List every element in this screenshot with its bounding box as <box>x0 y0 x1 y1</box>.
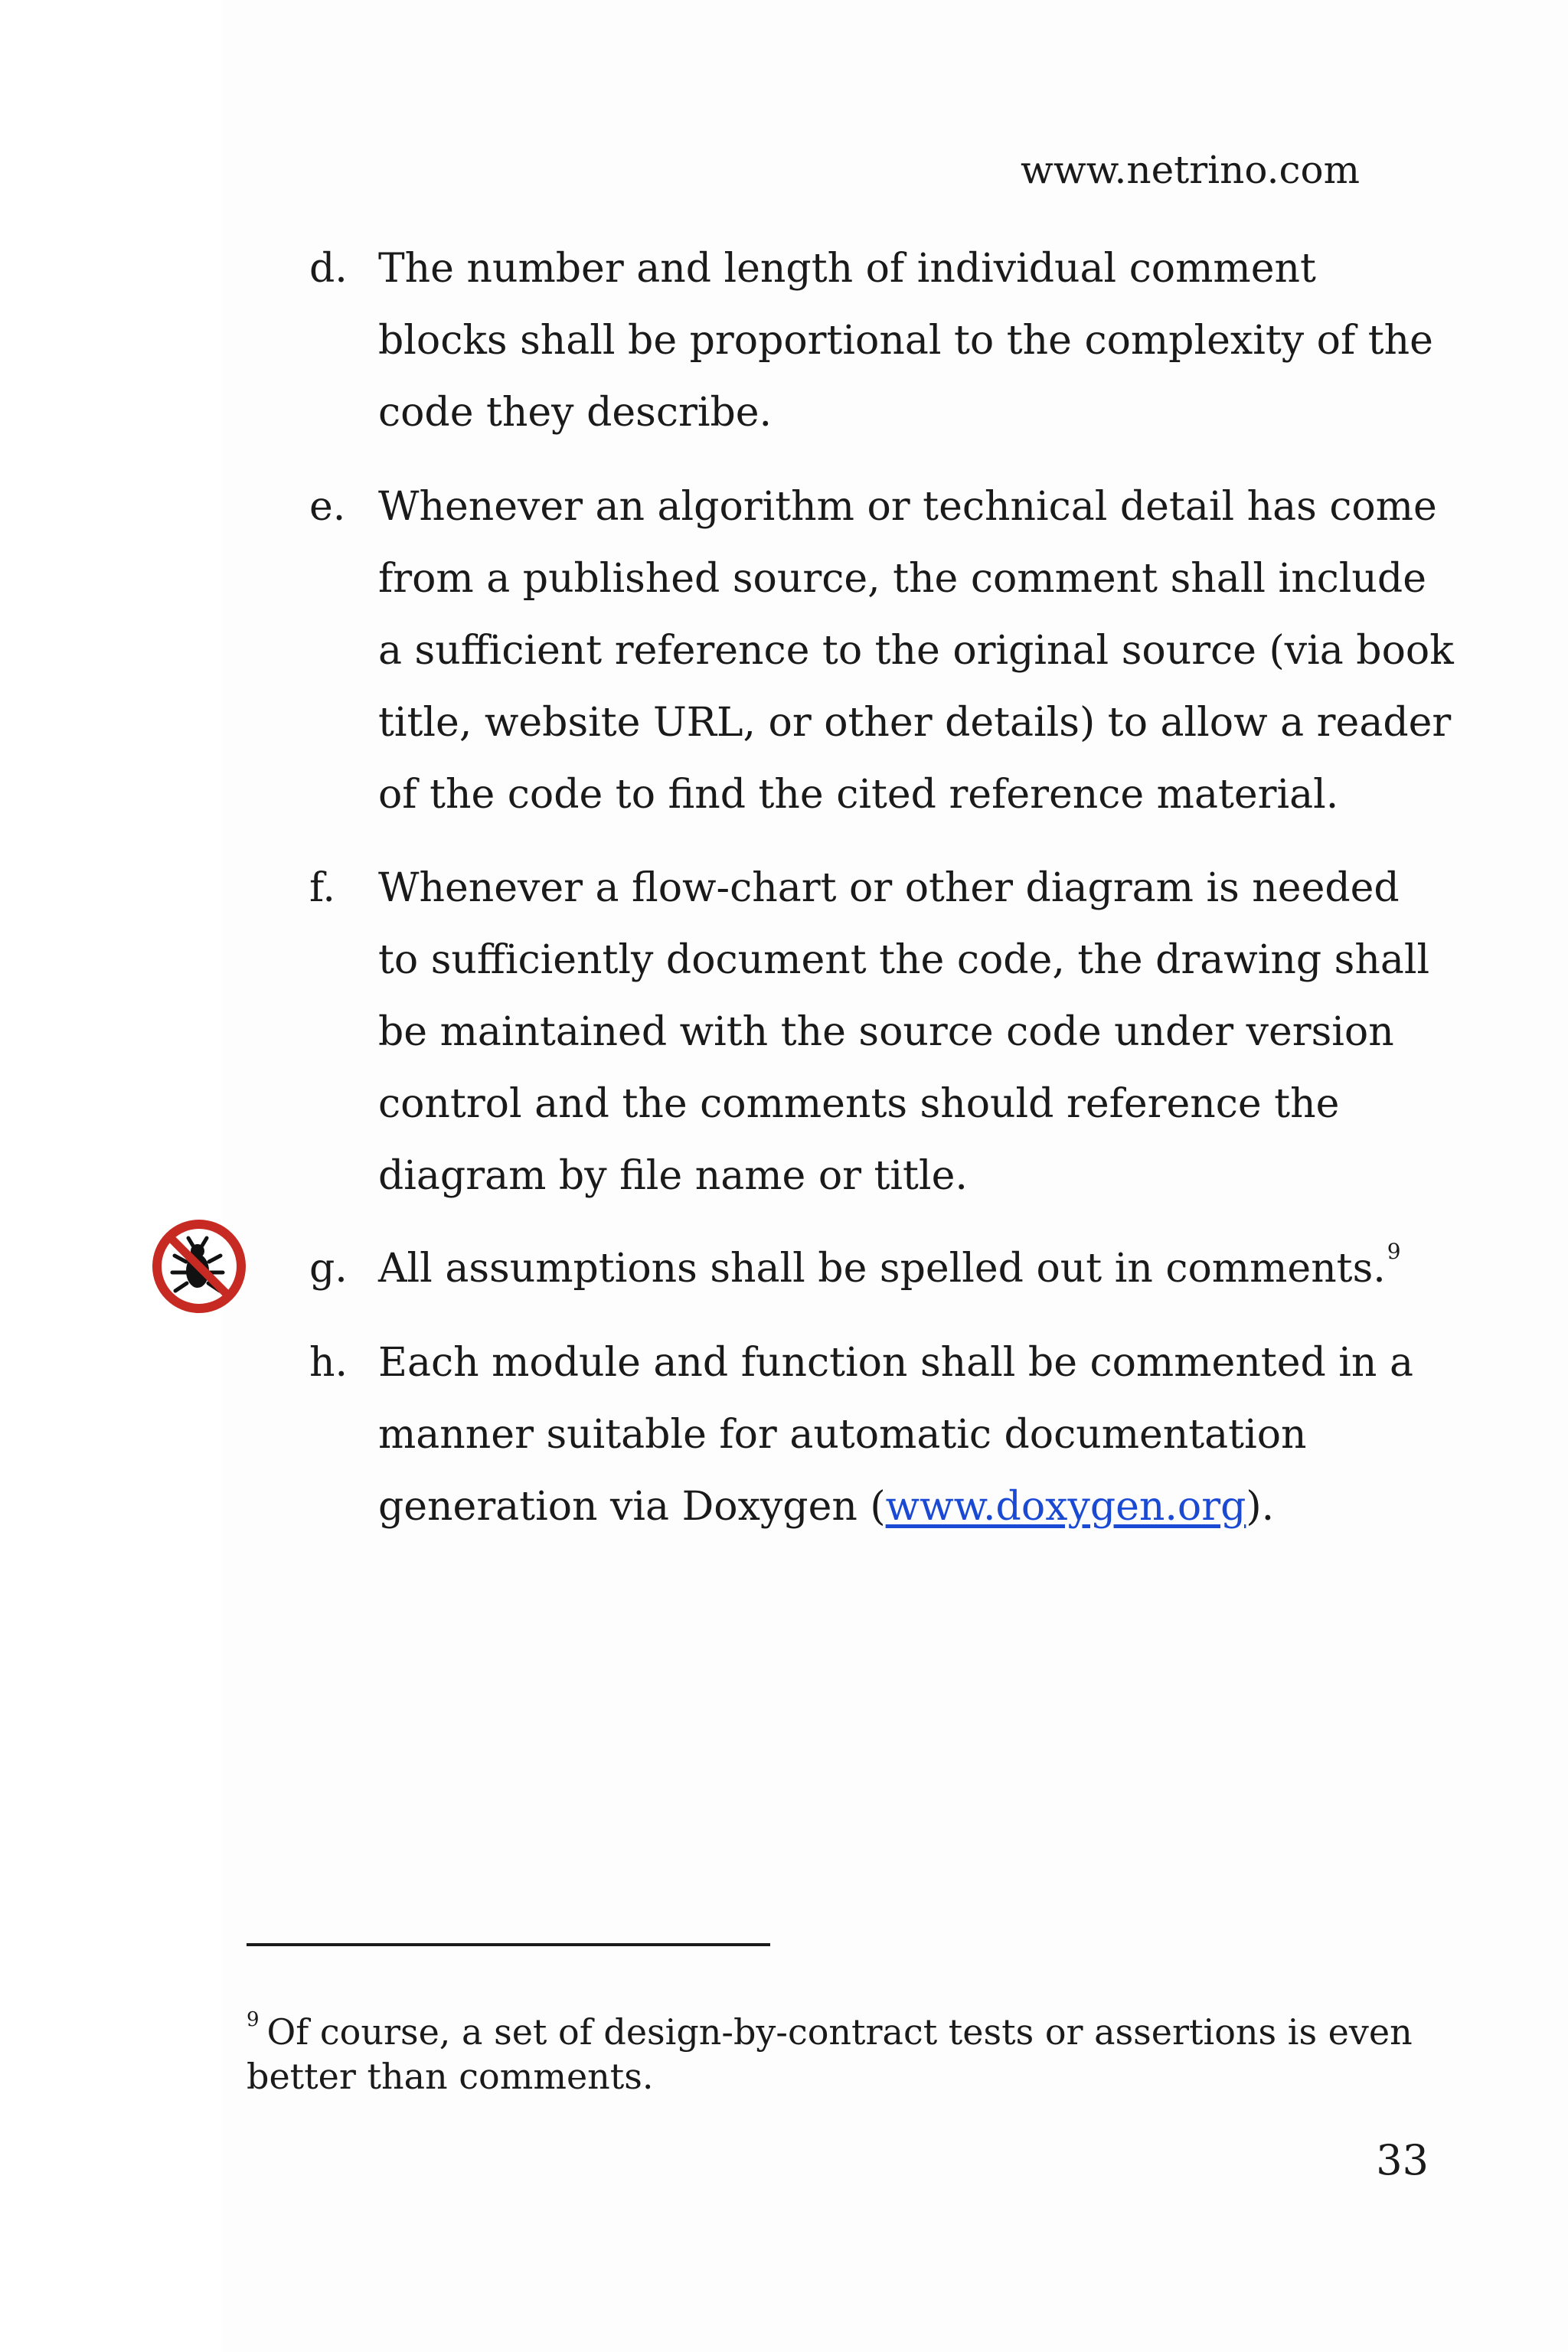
list-item-text <box>378 1233 1435 1305</box>
list-marker: d. <box>309 246 348 292</box>
text-line: from a published source, the comment shall include <box>378 556 1426 602</box>
list-marker: g. <box>309 1246 348 1292</box>
text-line: Whenever an algorithm or technical detail has come <box>378 484 1437 530</box>
footnote-divider <box>247 1943 770 1946</box>
doxygen-prefix: generation via Doxygen ( <box>378 1484 886 1530</box>
text-line: blocks shall be proportional to the complexity of the <box>378 318 1433 364</box>
item-g-text: All assumptions shall be spelled out in comments. <box>378 1246 1386 1292</box>
no-bugs-icon <box>150 1217 248 1315</box>
text-line: control and the comments should reference the <box>378 1081 1340 1127</box>
list-marker: e. <box>309 484 346 530</box>
text-line: The number and length of individual comment <box>378 246 1316 292</box>
doxygen-link[interactable]: www.doxygen.org <box>885 1484 1246 1530</box>
list-item-text <box>378 852 1435 1212</box>
footnote-number: 9 <box>247 2008 260 2031</box>
list-item-text <box>378 233 1435 449</box>
footnote-reference[interactable]: 9 <box>1387 1239 1401 1264</box>
footnote-text: Of course, a set of design-by-contract tests or assertions is even better than comments. <box>247 2011 1413 2097</box>
text-line: of the code to find the cited reference material. <box>378 772 1339 818</box>
text-line <box>378 1471 1435 1543</box>
text-line <box>378 1233 1435 1305</box>
list-item-text <box>378 1327 1435 1543</box>
list-item-text <box>378 471 1454 831</box>
text-line: code they describe. <box>378 390 773 436</box>
doxygen-suffix: ). <box>1246 1484 1275 1530</box>
text-line: diagram by file name or title. <box>378 1153 968 1199</box>
list-marker: h. <box>309 1340 348 1386</box>
list-marker: f. <box>309 865 335 911</box>
text-line: to sufficiently document the code, the drawing shall <box>378 937 1430 983</box>
text-line: Whenever a flow-chart or other diagram is needed <box>378 865 1400 911</box>
text-line: be maintained with the source code under version <box>378 1009 1394 1055</box>
text-line: Each module and function shall be commented in a <box>378 1340 1413 1386</box>
footnote <box>247 2010 1456 2099</box>
text-line: a sufficient reference to the original source (via book <box>378 628 1454 674</box>
text-line: manner suitable for automatic documentation <box>378 1412 1307 1458</box>
header-url: www.netrino.com <box>1021 148 1360 192</box>
page-number: 33 <box>1376 2136 1429 2184</box>
text-line: title, website URL, or other details) to allow a reader <box>378 700 1452 746</box>
